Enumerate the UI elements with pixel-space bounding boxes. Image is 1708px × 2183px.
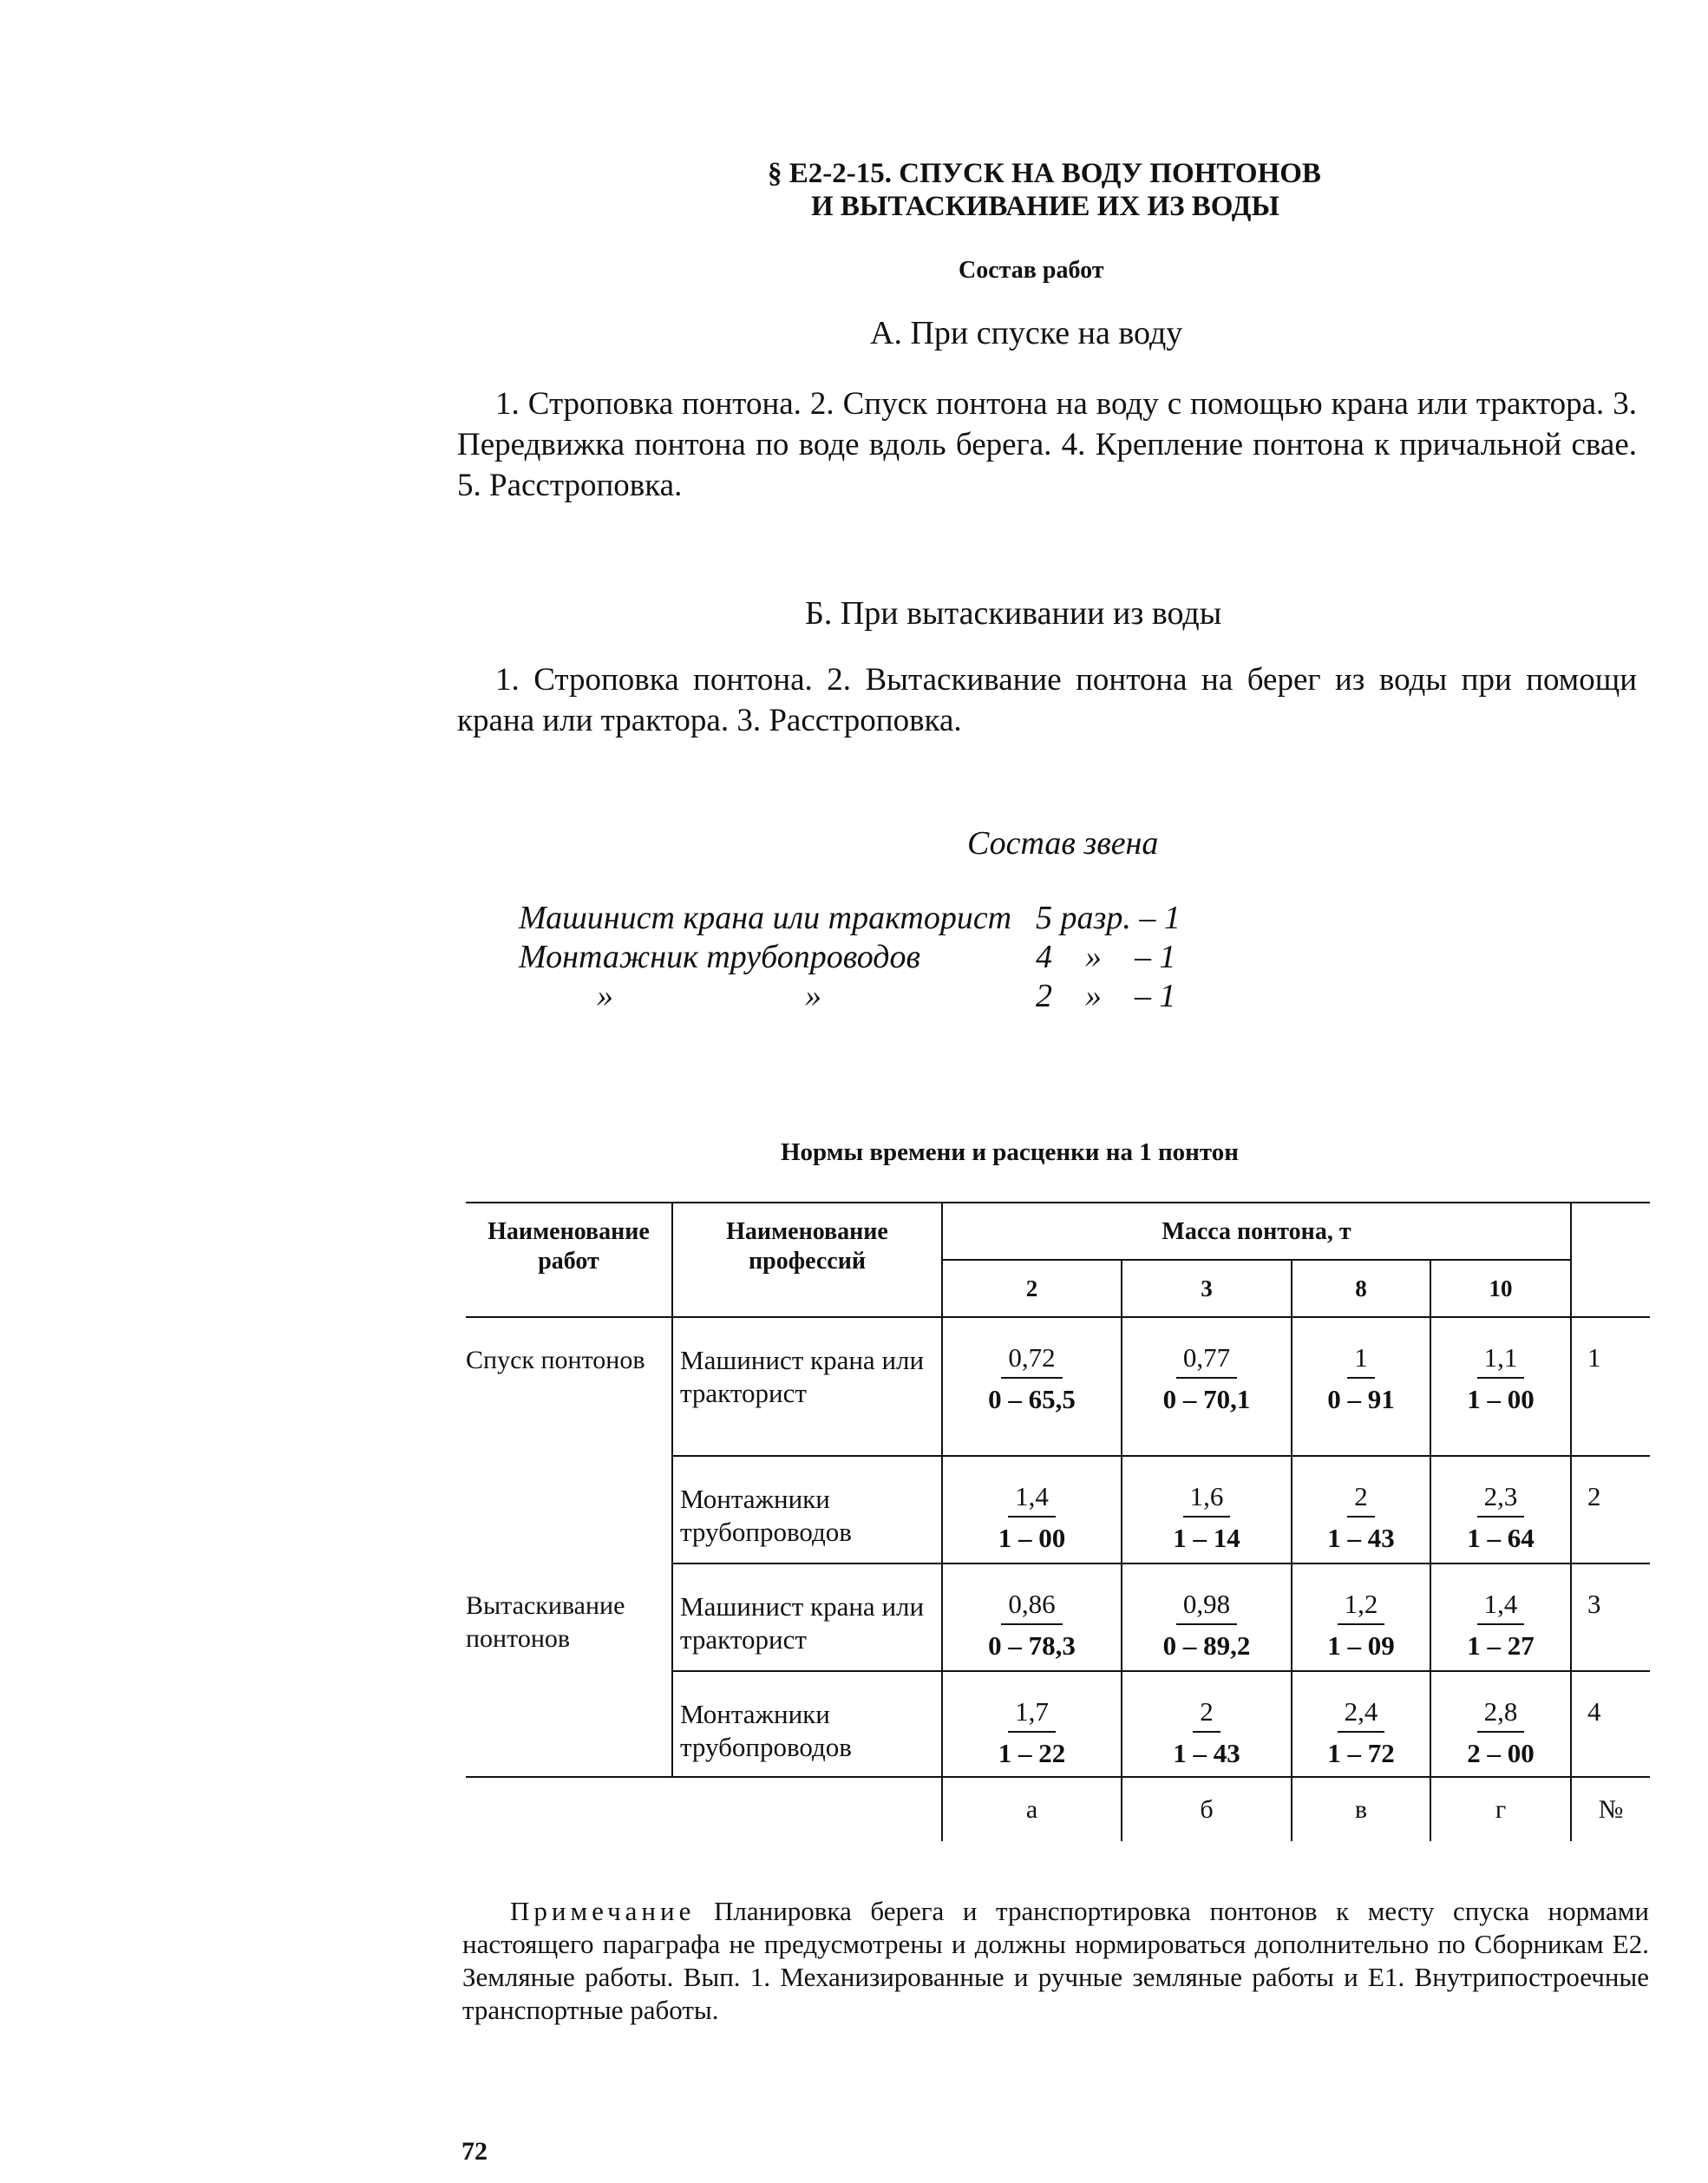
norm-time: 1,7 <box>1008 1696 1056 1733</box>
profession-name: Машинист крана или тракторист <box>672 1317 942 1456</box>
norm-cell <box>1292 1671 1430 1777</box>
norm-cell <box>1430 1456 1571 1564</box>
crew-ditto-mark: » <box>805 978 821 1014</box>
crew-heading: Состав звена <box>967 825 1159 862</box>
footer-blank <box>672 1777 942 1841</box>
norm-price: 1 – 09 <box>1327 1630 1395 1661</box>
section-a-text: 1. Строповка понтона. 2. Спуск понтона на воду с помощью крана или трактора. 3. Передвижка понтона по воде вдоль берега. 4. Крепление понтона к причальной свае. 5. Расстроповка. <box>457 386 1637 503</box>
crew-name: Монтажник трубопроводов <box>519 939 920 975</box>
column-letter: а <box>942 1777 1122 1841</box>
norm-time: 0,98 <box>1176 1589 1237 1625</box>
work-name: Вытаскивание понтонов <box>466 1564 672 1777</box>
section-title-line1: § Е2-2-15. СПУСК НА ВОДУ ПОНТОНОВ <box>768 158 1321 189</box>
header-mass-value: 10 <box>1430 1260 1571 1317</box>
norm-time: 1,2 <box>1338 1589 1385 1625</box>
norm-time: 0,86 <box>1001 1589 1062 1625</box>
norm-time: 2 <box>1347 1481 1375 1518</box>
norm-price: 0 – 65,5 <box>988 1384 1076 1414</box>
crew-grade: 4 » – 1 <box>1036 939 1176 975</box>
row-number: 2 <box>1571 1456 1650 1564</box>
norm-price: 0 – 78,3 <box>988 1630 1076 1661</box>
norm-cell <box>1292 1564 1430 1671</box>
table-row <box>466 1317 1650 1456</box>
note-text: Планировка берега и транспортировка понтонов к месту спуска нормами настоящего параграфа не предусмотрены и должны нормироваться дополнительно по Сборникам Е2. Земляные работы. Вып. 1. Механизированные и ручные земляные работы и Е1. Внутрипостроечные транспортные работы. <box>462 1896 1649 2025</box>
norm-cell <box>942 1671 1122 1777</box>
norm-time: 1,1 <box>1477 1342 1525 1379</box>
section-b-heading: Б. При вытаскивании из воды <box>805 595 1222 632</box>
table-title: Нормы времени и расценки на 1 понтон <box>781 1138 1239 1166</box>
norm-price: 2 – 00 <box>1467 1738 1535 1768</box>
norm-price: 0 – 70,1 <box>1162 1384 1251 1414</box>
row-number: 3 <box>1571 1564 1650 1671</box>
norm-time: 1 <box>1347 1342 1375 1379</box>
column-number-label: № <box>1598 1794 1624 1824</box>
norm-cell <box>1430 1671 1571 1777</box>
norm-price: 1 – 00 <box>998 1523 1066 1553</box>
norm-time: 2,8 <box>1477 1696 1525 1733</box>
column-letter: г <box>1430 1777 1571 1841</box>
profession-name: Монтажники трубопроводов <box>672 1456 942 1564</box>
footer-blank <box>466 1777 672 1841</box>
page-number: 72 <box>461 2137 488 2166</box>
header-work: Наименование работ <box>466 1203 672 1317</box>
column-letter: б <box>1122 1777 1292 1841</box>
norm-price: 1 – 43 <box>1327 1523 1395 1553</box>
norm-cell <box>1430 1564 1571 1671</box>
header-mass-value: 2 <box>942 1260 1122 1317</box>
section-title-line2: И ВЫТАСКИВАНИЕ ИХ ИЗ ВОДЫ <box>811 191 1279 222</box>
section-b-text: 1. Строповка понтона. 2. Вытаскивание понтона на берег из воды при помощи крана или трактора. 3. Расстроповка. <box>457 662 1637 738</box>
norm-cell <box>942 1456 1122 1564</box>
profession-name: Машинист крана или тракторист <box>672 1564 942 1671</box>
norm-cell <box>1122 1564 1292 1671</box>
norm-time: 2,4 <box>1338 1696 1385 1733</box>
composition-heading: Состав работ <box>959 257 1104 284</box>
norm-price: 1 – 72 <box>1327 1738 1395 1768</box>
note <box>462 1895 1649 2027</box>
table-row <box>466 1564 1650 1671</box>
norm-price: 1 – 64 <box>1467 1523 1535 1553</box>
norm-time: 1,6 <box>1183 1481 1231 1518</box>
norm-price: 1 – 22 <box>998 1738 1066 1768</box>
crew-name: Машинист крана или тракторист <box>519 900 1012 936</box>
norm-price: 0 – 91 <box>1327 1384 1395 1414</box>
crew-grade: 2 » – 1 <box>1036 978 1176 1014</box>
crew-ditto-mark: » <box>597 978 613 1014</box>
norm-price: 1 – 27 <box>1467 1630 1535 1661</box>
norm-price: 1 – 14 <box>1173 1523 1240 1553</box>
norm-time: 1,4 <box>1477 1589 1525 1625</box>
note-label: Примечание <box>510 1896 696 1926</box>
norm-cell <box>1122 1456 1292 1564</box>
norm-time: 2,3 <box>1477 1481 1525 1518</box>
row-number: 4 <box>1571 1671 1650 1777</box>
column-letter: в <box>1292 1777 1430 1841</box>
norm-cell <box>1292 1317 1430 1456</box>
header-num-blank <box>1571 1203 1650 1317</box>
norm-cell <box>942 1317 1122 1456</box>
norm-price: 0 – 89,2 <box>1162 1630 1251 1661</box>
section-a-heading: А. При спуске на воду <box>870 315 1183 351</box>
norm-cell <box>1122 1317 1292 1456</box>
norm-cell <box>1430 1317 1571 1456</box>
norm-price: 1 – 43 <box>1173 1738 1240 1768</box>
norms-table <box>466 1202 1650 1841</box>
header-mass-value: 8 <box>1292 1260 1430 1317</box>
header-mass: Масса понтона, т <box>942 1203 1571 1260</box>
row-number: 1 <box>1571 1317 1650 1456</box>
header-mass-value: 3 <box>1122 1260 1292 1317</box>
work-name: Спуск понтонов <box>466 1317 672 1564</box>
norm-price: 1 – 00 <box>1467 1384 1535 1414</box>
norm-time: 0,77 <box>1176 1342 1237 1379</box>
norm-time: 1,4 <box>1008 1481 1056 1518</box>
norm-cell <box>942 1564 1122 1671</box>
norm-cell <box>1122 1671 1292 1777</box>
norm-time: 2 <box>1193 1696 1220 1733</box>
header-profession: Наименование профессий <box>672 1203 942 1317</box>
profession-name: Монтажники трубопроводов <box>672 1671 942 1777</box>
crew-grade: 5 разр. – 1 <box>1036 900 1181 936</box>
norm-cell <box>1292 1456 1430 1564</box>
norm-time: 0,72 <box>1001 1342 1062 1379</box>
table-footer-row <box>466 1777 1650 1841</box>
